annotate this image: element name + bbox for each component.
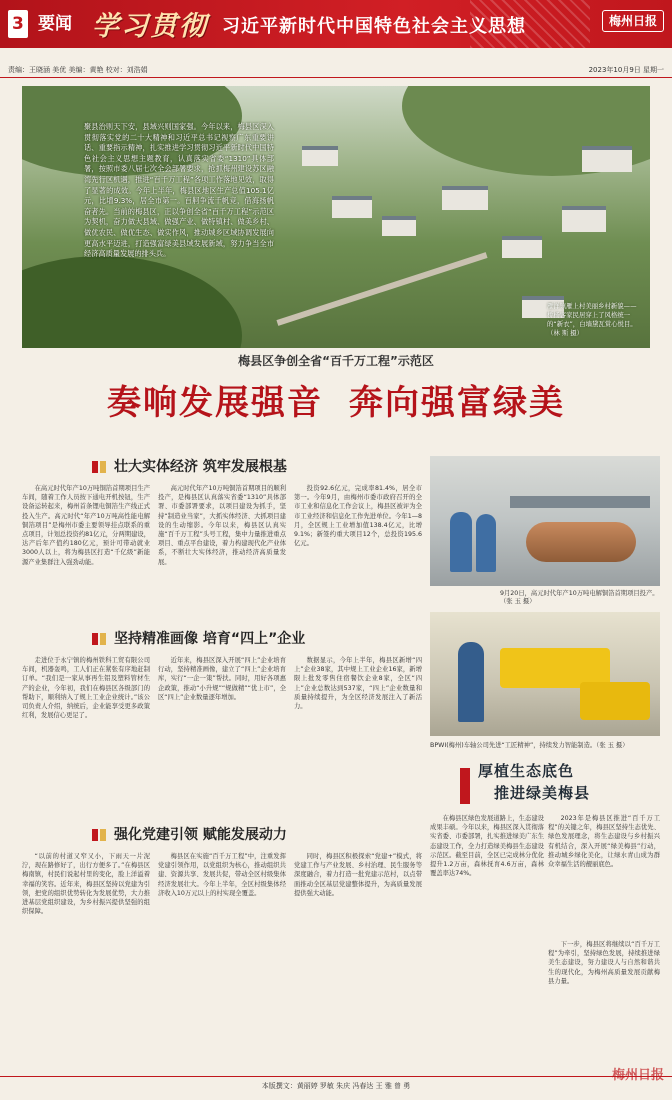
calligraphy-title: 学习贯彻	[92, 11, 208, 42]
ecology-title-mark	[460, 768, 470, 804]
main-headline	[0, 375, 672, 424]
paragraph: 2023年是梅县区推进“百千万工程”的关键之年，梅县区坚持生态优先、绿色发展理念，将生态建设与乡村振兴有机结合，深入开展“绿美梅县”行动，推动城乡绿化美化，让绿水青山成为群众幸福生活的靓丽底色。	[548, 815, 660, 869]
footer-credits: 本版撰文：黄丽婷 罗敏 朱庆 冯春达 王 雅 曾 勇	[261, 1082, 411, 1090]
section-title: 坚持精准画像 培育“四上”企业	[114, 631, 306, 647]
hero-house	[562, 206, 606, 232]
hero-photo	[22, 86, 650, 348]
hero-house	[382, 216, 416, 236]
factory-photo	[430, 456, 660, 586]
kicker: 梅县区争创全省“百千万工程”示范区	[238, 354, 434, 368]
theme-title: 习近平新时代中国特色社会主义思想	[222, 16, 526, 37]
paragraph: 近年来，梅县区深入开展“四上”企业培育行动，坚持精准画像，建立了“四上”企业培育库，实行“一企一策”帮扶。同时，用好各项惠企政策，推动“小升规”“规做精”“优上市”，全区“四上”企业数量逐年增加。	[158, 657, 286, 701]
headline-part1: 奏响发展强音	[107, 383, 323, 423]
hero-house	[502, 236, 542, 258]
paragraph: 同时，梅县区积极探索“党建+”模式，将党建工作与产业发展、乡村治理、民生服务等深度融合，着力打造一批党建示范村，以点带面推动全区基层党建整体提升，为高质量发展提供强大动能。	[294, 853, 422, 897]
footer-logo: 梅州日报	[611, 1068, 664, 1083]
article-column	[294, 852, 422, 1067]
hero-house	[302, 146, 338, 166]
worker	[458, 642, 484, 722]
article-column	[548, 814, 660, 936]
article-column	[22, 852, 150, 1067]
footer-line	[0, 1076, 672, 1094]
hero-intro-text: 聚县治则天下安，县域兴则国家强。今年以来，梅县区深入贯彻落实党的二十大精神和习近平总书记视察广东重要讲话、重要指示精神，扎实推进学习贯彻习近平新时代中国特色社会主义思想主题教育，认真落实省委“1310”具体部署，按照市委八届七次全会部署要求，抢抓梅州建设苏区融湾先行区机遇，推进“百千万工程”各项工作落地见效，取得了显著的成效。今年上半年，梅县区地区生产总值105.1亿元，比增9.3%，居全市第一。百舸争流千帆竞，借海扬帆奋者先。当前的梅县区，正以争创全省“百千万工程”示范区为契机，奋力做大县域、做强产业、做特镇村、做美乡村、做优农民、做优生态、做实作风，推动城乡区域协调发展向更高水平迈进，打造强富绿美县域发展新域，努力争当全市经济高质量发展的排头兵。	[84, 122, 274, 259]
article-column	[294, 484, 422, 629]
section-name: 要闻	[38, 14, 72, 34]
editor-line	[0, 62, 672, 78]
section-heading-economy	[92, 458, 392, 476]
paragraph: 梅县区在实施“百千万工程”中，注重发挥党建引领作用，以党组织为核心，推动组织共建、资源共享、发展共促，带动全区村级集体经济发展壮大。今年上半年，全区村级集体经济收入10万元以上的村实现全覆盖。	[158, 853, 286, 897]
paragraph: 高元时代年产10万吨铜箔首期项目的顺利投产，是梅县区认真落实省委“1310”具体部署、市委部署要求，以项目建设为抓手，坚持“制造业当家”，大抓实体经济、大抓项目建设的生动缩影。今年以来，梅县区认真实施“百千万工程”头号工程，集中力量推进重点项目、重点平台建设，着力构建现代化产业体系，不断壮大实体经济，推动经济高质量发展。	[158, 485, 286, 566]
section-heading-party	[92, 826, 392, 844]
worker	[476, 514, 496, 572]
section-title: 壮大实体经济 筑牢发展根基	[114, 459, 287, 475]
photo-caption: 9月20日，高元时代年产10万吨电解铜箔首期项目投产。（张 玉 摄）	[500, 590, 659, 605]
ecology-title-line2: 推进绿美梅县	[494, 784, 591, 802]
hero-hill	[22, 256, 242, 348]
machine-frame	[510, 496, 650, 508]
section-title: 强化党建引领 赋能发展动力	[114, 827, 287, 843]
page-number: 3	[8, 10, 28, 38]
heading-deco-icon	[92, 461, 108, 473]
article-column	[22, 656, 150, 806]
paragraph: 下一步，梅县区将继续以“百千万工程”为牵引，坚持绿色发展，持续推进绿美生态建设，努力建设人与自然和谐共生的现代化，为梅州高质量发展贡献梅县力量。	[548, 941, 660, 985]
paragraph: 投资92.6亿元，完成率81.4%，居全市第一。今年9月，由梅州市委市政府召开的全市工业和信息化工作会议上，梅县区被评为全市工业经济和信息化工作先进单位。今年1—8月，全区规上工业增加值138.4亿元，比增9.1%；新签约重大项目12个，总投资195.6亿元。	[294, 485, 422, 548]
article-column	[294, 656, 422, 806]
article-column	[158, 852, 286, 1067]
article-column	[548, 940, 660, 1068]
hero-caption: 雁洋镇雁上村美丽乡村新貌——桥杨客家民居穿上了风格统一的“新衣”，白墙黛瓦赏心悦目。（林 斯 摄）	[547, 302, 637, 337]
paragraph: 在高元时代年产10万吨铜箔首期项目生产车间，随着工作人员按下通电开机按钮，生产设备运转起来，梅州首条锂电铜箔生产线正式投入生产。高元时代“年产10万吨高性能电解铜箔项目”是梅州市委主要领导挂点联系的重点项目，计划总投资约81亿元，分两期建设，达产后年产值约180亿元，预计可带动就业3000人以上，将为梅县区打造“千亿级”新能源产业集群注入强劲动能。	[22, 485, 150, 566]
paragraph: 数据显示，今年上半年，梅县区新增“四上”企业38家，其中规上工业企业16家，新增限上批发零售住宿餐饮企业8家，全区“四上”企业总数达到537家，“四上”企业数量和质量持续提升，为全区经济发展注入了新活力。	[294, 657, 422, 711]
machine-body	[580, 682, 650, 720]
hero-house	[582, 146, 632, 172]
masthead	[0, 0, 672, 48]
headline-part2: 奔向强富绿美	[349, 383, 565, 423]
hero-house	[332, 196, 372, 218]
ecology-headline	[478, 760, 658, 804]
ecology-title-line1: 厚植生态底色	[478, 762, 575, 780]
section-heading-enterprise	[92, 630, 392, 648]
hero-house	[442, 186, 488, 210]
machine-roller	[526, 522, 636, 562]
heading-deco-icon	[92, 829, 108, 841]
issue-date: 2023年10月9日 星期一	[588, 66, 664, 74]
article-column	[430, 814, 544, 1069]
editor-credits: 责编：王晓涵 美优 美编：黄艳 校对：刘浩娟	[8, 66, 148, 74]
photo-caption: BPWI(梅州)车轴公司先进“工匠精神”，持续发力智能制造。（张 玉 摄）	[430, 742, 629, 749]
hero-road	[276, 252, 487, 326]
worker	[450, 512, 472, 572]
article-column	[158, 656, 286, 806]
heading-deco-icon	[92, 633, 108, 645]
paragraph: “以前的村道又窄又小，下雨天一片泥泞，现在路修好了，出行方便多了。”在梅县区梅南镇，村民们说起村里的变化，脸上洋溢着幸福的笑容。近年来，梅县区坚持以党建为引领，把党的组织优势转化为发展优势，大力推进基层党组织建设，为乡村振兴提供坚强的组织保障。	[22, 853, 150, 916]
paragraph: 走进位于永宁镇的梅州铁科工贸有限公司车间，机器轰鸣，工人们正在紧张有序地赶制订单。“我们是一家从事再生铝及塑料管材生产的企业，今年初，我们在梅县区各级部门的帮助下，顺利纳入了规上工业企业统计。”该公司负责人介绍，纳统后，企业能享受更多政策红利，发展信心更足了。	[22, 657, 150, 720]
paper-logo: 梅州日报	[602, 10, 664, 32]
workshop-photo	[430, 612, 660, 736]
article-column	[158, 484, 286, 629]
paragraph: 在梅县区绿色发展道路上，生态建设成果丰硕。今年以来，梅县区深入贯彻落实省委、市委部署，扎实推进绿美广东生态建设工作，全力打造绿美梅县生态建设示范区。截至目前，全区已完成林分优化提升1.2万亩，森林抚育4.6万亩，森林覆盖率达74%。	[430, 815, 544, 878]
article-column	[22, 484, 150, 629]
